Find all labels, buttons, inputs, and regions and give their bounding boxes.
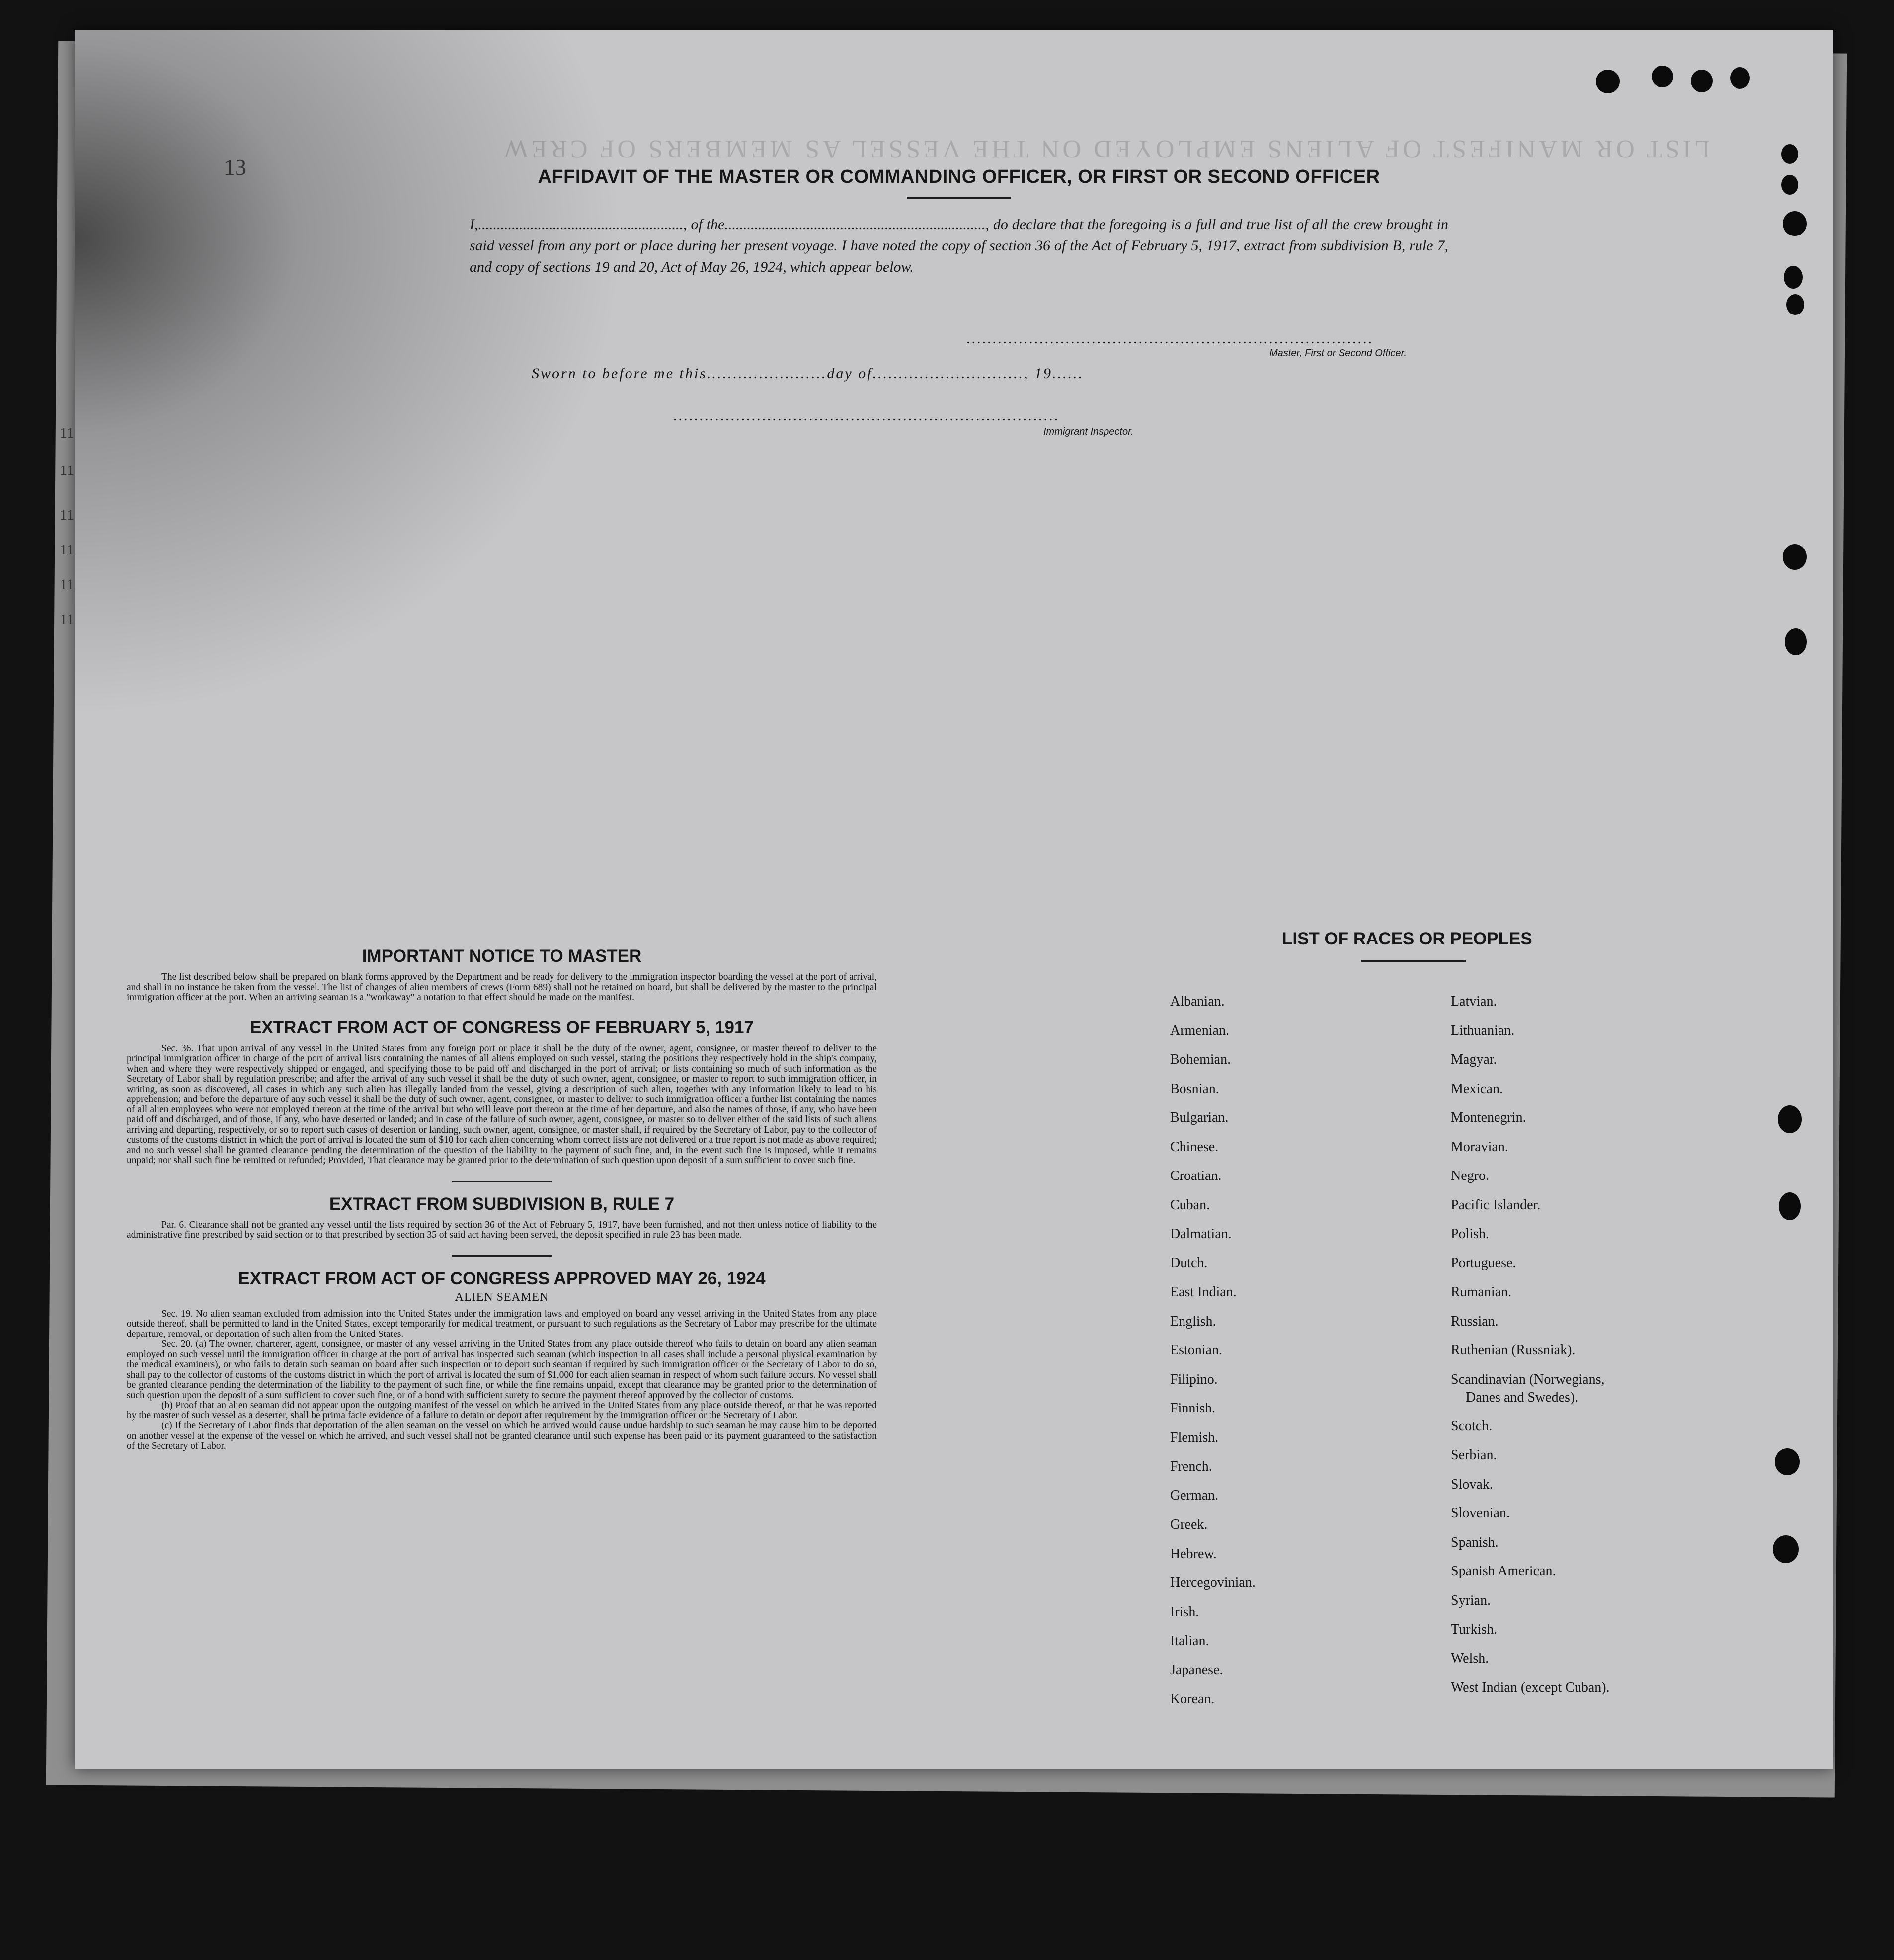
sec-20c-text: (c) If the Secretary of Labor finds that deportation of the alien seaman on the vessel on which he arrived would cause undue hardship to such seaman he may cause him to be deported on another vessel at the expense of the vessel on which he arrived, and such vessel shall not be granted clearance until such expense has been paid or its payment guaranteed to the satisfaction of the Secretary of Labor. [127,1420,877,1451]
alien-seamen-subtitle: ALIEN SEAMEN [455,1290,549,1304]
sec-20b-text: (b) Proof that an alien seaman did not appear upon the outgoing manifest of the vessel on which he arrived in the United States from any place outside thereof, or that he was reported by the master of such vessel as a deserter, shall be prima facie evidence of a failure to detain or deport after requirement by the immigration officer or the Secretary of Labor. [127,1400,877,1421]
affidavit-title: AFFIDAVIT OF THE MASTER OR COMMANDING OFFICER, OR FIRST OR SECOND OFFICER [538,166,1380,187]
punch-hole [1652,66,1673,87]
punch-hole [1773,1535,1799,1563]
race-item: Spanish. [1451,1534,1499,1550]
margin-mark: 11 [60,576,74,593]
punch-hole [1596,70,1620,93]
race-item: Irish. [1170,1604,1199,1620]
sworn-line: Sworn to before me this.......................day of............................., 19...... [532,365,1084,382]
punch-hole [1784,266,1803,289]
race-item: Finnish. [1170,1401,1216,1416]
master-signature-line: .............................................................................. [966,330,1373,347]
bleed-through-header: LIST OR MANIFEST OF ALIENS EMPLOYED ON THE VESSEL AS MEMBERS OF CREW [501,135,1710,163]
race-item: Japanese. [1170,1662,1223,1678]
extract-1924-title: EXTRACT FROM ACT OF CONGRESS APPROVED MAY 26, 1924 [238,1268,766,1288]
master-signature-label: Master, First or Second Officer. [1269,348,1407,359]
race-item: Hebrew. [1170,1546,1217,1562]
race-item: Negro. [1451,1168,1489,1183]
punch-hole [1730,67,1750,89]
race-item: Polish. [1451,1226,1490,1242]
race-item: Ruthenian (Russniak). [1451,1342,1576,1358]
title-rule [907,197,1011,199]
extract-rule-7-title: EXTRACT FROM SUBDIVISION B, RULE 7 [329,1194,675,1214]
margin-mark: 11 [60,611,74,627]
race-item: Croatian. [1170,1168,1222,1183]
race-item: Albanian. [1170,994,1225,1009]
extract-1917-title: EXTRACT FROM ACT OF CONGRESS OF FEBRUARY 5, 1917 [250,1018,754,1037]
race-item: Italian. [1170,1633,1209,1648]
race-item: Bulgarian. [1170,1110,1229,1125]
races-title: LIST OF RACES OR PEOPLES [1282,929,1532,948]
punch-hole [1778,1105,1802,1133]
notice-text: The list described below shall be prepared on blank forms approved by the Department and be ready for delivery to the immigration inspector boarding the vessel at the port of arrival, and shall in no instance be taken from the vessel. The list of changes of alien members of crews (Form 689) shall not be retained on board, but shall be delivered by the master to the principal immigration officer at the port. When an arriving seaman is a "workaway" a notation to that effect should be made on the manifest. [127,972,877,1003]
race-item: French. [1170,1459,1212,1474]
race-item: Hercegovinian. [1170,1575,1256,1590]
extract-1924 [127,1269,877,1452]
race-item: Dalmatian. [1170,1226,1232,1242]
punch-hole [1781,144,1798,164]
race-item: Estonian. [1170,1342,1222,1358]
race-item: English. [1170,1313,1216,1329]
sec-20a-text: Sec. 20. (a) The owner, charterer, agent, consignee, or master of any vessel arriving in the United States from any place outside thereof who fails to detain on board any alien seaman employed on such vessel until the immigration officer in charge at the port of arrival has inspected such seaman (which inspection in all cases shall include a personal physical examination by the medical examiners), or who fails to detain such seaman on board after such inspection or to deport such seaman if required by such immigration officer or the Secretary of Labor to do so, shall pay to the collector of customs of the customs district in which the port of arrival is located the sum of $1,000 for each alien seaman in respect of whom such failure occurs. No vessel shall be granted clearance pending the determination of the liability to the payment of such fine, or while the fine remains unpaid, except that clearance may be granted prior to the determination of such question upon the deposit of a sum sufficient to cover such fine, or of a bond with sufficient surety to secure the payment thereof approved by the collector of customs. [127,1339,877,1401]
races-list [1133,929,1729,1707]
affidavit-section [470,166,1448,278]
punch-hole [1786,294,1804,315]
punch-hole [1779,1192,1801,1220]
notice-title: IMPORTANT NOTICE TO MASTER [362,946,642,966]
punch-hole [1781,175,1798,195]
declaration-text: I,......................................................., of the......................................................................, do declare that the foregoing is a full and true list of all the crew brought in said vessel from any port or place during her present voyage. I have noted the copy of section 36 of the Act of February 5, 1917, extract from subdivision B, rule 7, and copy of sections 19 and 20, Act of May 26, 1924, which appear below. [470,216,1448,275]
race-item: Bohemian. [1170,1052,1231,1067]
page-number: 13 [224,155,246,180]
races-right-column [1451,994,1610,1709]
extract-1917 [127,1018,877,1166]
inspector-signature-line: .......................................................................... [673,407,1059,424]
race-item: Armenian. [1170,1022,1229,1038]
race-item: Turkish. [1451,1622,1498,1637]
race-item: Russian. [1451,1313,1499,1329]
race-item: Latvian. [1451,994,1497,1009]
race-item: Danes and Swedes). [1466,1389,1578,1405]
race-item: Dutch. [1170,1255,1208,1271]
race-item: East Indian. [1170,1284,1237,1300]
inspector-signature-label: Immigrant Inspector. [1043,426,1134,437]
race-item: Syrian. [1451,1592,1491,1608]
race-item: Slovenian. [1451,1505,1510,1521]
race-item: Mexican. [1451,1081,1503,1097]
punch-hole [1775,1448,1800,1475]
races-title-rule [1361,960,1466,962]
race-item: German. [1170,1488,1219,1503]
punch-hole [1783,544,1807,570]
race-item: Welsh. [1451,1650,1489,1666]
sec-19-text: Sec. 19. No alien seaman excluded from admission into the United States under the immigration laws and employed on board any vessel arriving in the United States from any place outside thereof, shall be permitted to land in the United States, except temporarily for medical treatment, or pursuant to such regulations as the Secretary of Labor may prescribe for the ultimate departure, removal, or deportation of such alien from the United States. [127,1308,877,1339]
margin-mark: 11 [60,462,74,478]
race-item: Scandinavian (Norwegians, [1451,1371,1605,1387]
punch-hole [1691,70,1713,92]
race-item: Moravian. [1451,1139,1508,1155]
extract-rule-7-text: Par. 6. Clearance shall not be granted any vessel until the lists required by section 36 of the Act of February 5, 1917, have been furnished, and not then unless notice of liability to the administrative fine prescribed by said section or to that prescribed by section 35 of said act having been served, the deposit specified in rule 23 has been made. [127,1219,877,1240]
race-item: Chinese. [1170,1139,1219,1155]
race-item: Korean. [1170,1691,1215,1707]
race-item: Spanish American. [1451,1564,1556,1579]
margin-mark: 11 [60,425,74,441]
race-item: Rumanian. [1451,1284,1512,1300]
race-item: Filipino. [1170,1371,1218,1387]
race-item: Greek. [1170,1517,1208,1532]
punch-hole [1785,628,1807,655]
race-item: Serbian. [1451,1447,1497,1463]
section-rule [452,1255,552,1257]
race-item: Slovak. [1451,1476,1493,1492]
race-item: Bosnian. [1170,1081,1219,1097]
race-item: Portuguese. [1451,1255,1516,1271]
notices-column [127,946,877,1467]
race-item: Flemish. [1170,1429,1219,1445]
extract-rule-7 [127,1194,877,1241]
important-notice [127,946,877,1003]
race-item: Lithuanian. [1451,1022,1515,1038]
race-item: Scotch. [1451,1418,1493,1434]
race-item: Magyar. [1451,1052,1497,1067]
race-item: Cuban. [1170,1197,1210,1213]
extract-1917-text: Sec. 36. That upon arrival of any vessel in the United States from any foreign port or place it shall be the duty of the owner, agent, consignee, or master thereof to deliver to the principal immigration officer in charge of the port of arrival lists containing the names of all aliens employed on such vessel, stating the positions they respectively hold in the ship's company, when and where they were respectively shipped or engaged, and specifying those to be paid off and discharged in the port of arrival; or lists containing so much of such information as the Secretary of Labor shall by regulation prescribe; and after the arrival of any such vessel it shall be the duty of such owner, agent, consignee, or master to report to such immigration officer, in writing, as soon as discovered, all cases in which any such alien has illegally landed from the vessel, giving a description of such alien, together with any information likely to lead to his apprehension; and before the departure of any such vessel it shall be the duty of such owner, agent, consignee, or master to deliver to such immigration officer a further list containing the names of all alien employees who were not employed thereon at the time of the arrival but who will leave port thereon at the time of her departure, and also the names of those, if any, who have been paid off and discharged, and of those, if any, who have deserted or landed; and in case of the failure of such owner, agent, consignee, or master so to deliver either of the said lists of such aliens arriving and departing, respectively, or so to report such cases of desertion or landing, such owner, agent, consignee, or master shall, if required by the Secretary of Labor, pay to the collector of customs of the customs district in which the port of arrival is located the sum of $10 for each alien concerning whom correct lists are not delivered or a true report is not made as above required; and no such vessel shall be granted clearance pending the determination of the question of the liability to the payment of such fine, and, in the event such fine is imposed, while it remains unpaid; nor shall such fine be remitted or refunded; Provided, That clearance may be granted prior to the determination of such question upon deposit of a sum sufficient to cover such fine. [127,1043,877,1166]
section-rule [452,1181,552,1182]
punch-hole [1783,211,1807,236]
races-left-column [1170,994,1256,1721]
margin-mark: 11 [60,507,74,523]
race-item: Pacific Islander. [1451,1197,1541,1213]
race-item: West Indian (except Cuban). [1451,1680,1610,1695]
race-item: Montenegrin. [1451,1110,1526,1125]
margin-mark: 11 [60,542,74,558]
